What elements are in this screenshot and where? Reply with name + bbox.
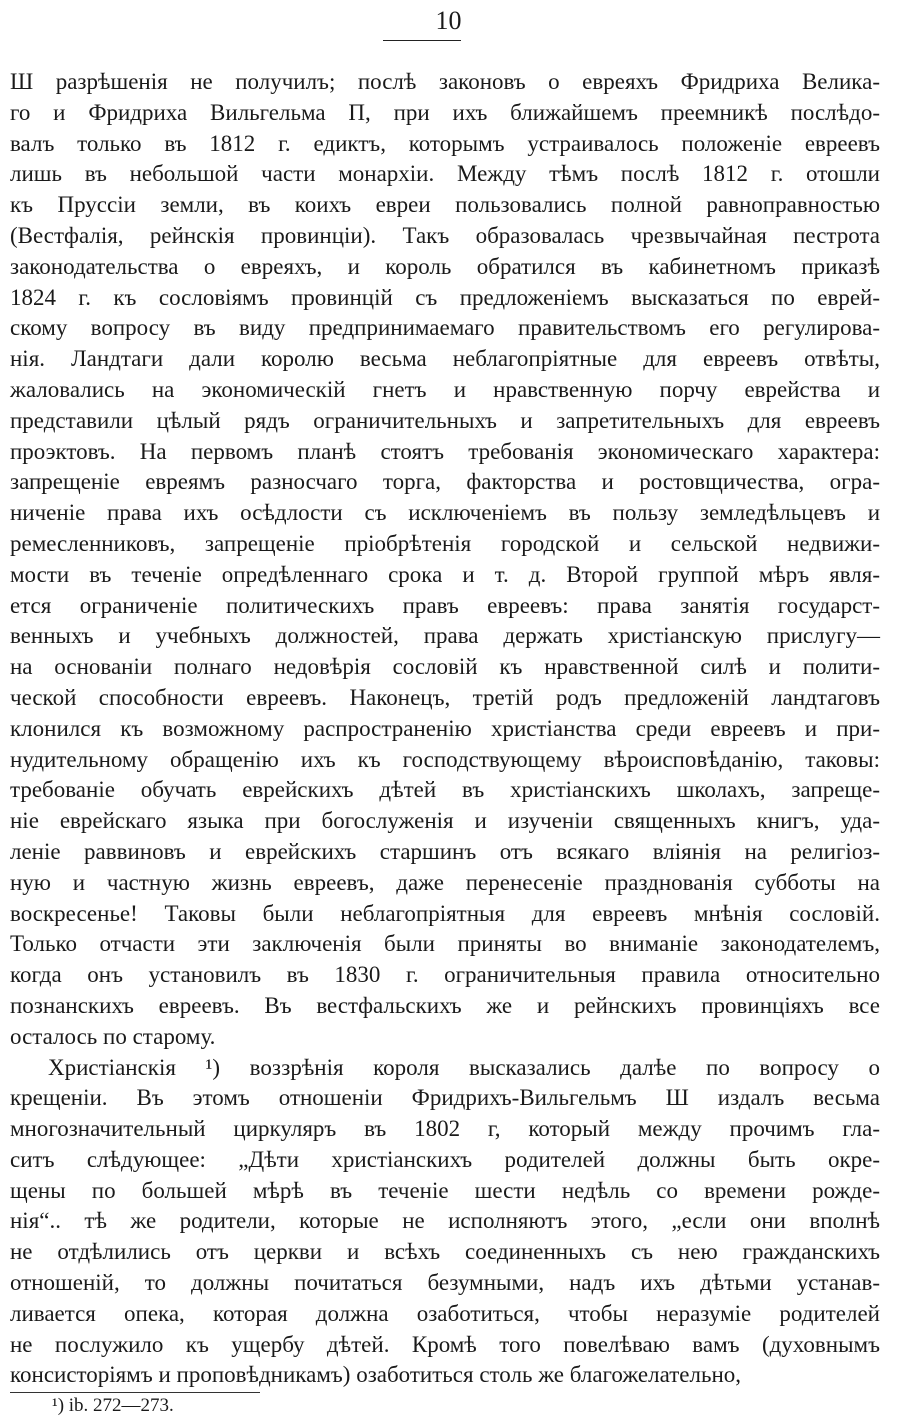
text-line: жаловались на экономическій гнетъ и нравственную порчу еврейства и [10, 376, 880, 402]
text-line: скому вопросу въ виду предпринимаемаго правительствомъ его регулирова- [10, 315, 880, 341]
text-line: отношеній, то должны почитаться безумными, надъ ихъ дѣтьми устанав- [10, 1270, 880, 1296]
page-number: 10 [435, 6, 462, 35]
text-line: валъ только въ 1812 г. едиктъ, которымъ устраивалось положеніе евреевъ [10, 130, 880, 156]
text-line: проэктовъ. На первомъ планѣ стоятъ требованія экономическаго характера: [10, 438, 880, 464]
text-line: осталось по старому. [10, 1023, 216, 1049]
text-line: ніе еврейскаго языка при богослуженія и изученіи священныхъ книгъ, уда- [10, 808, 880, 834]
text-line: нудительному обращенію ихъ къ господствующему вѣроисповѣданію, таковы: [10, 746, 880, 772]
text-line: ческой способности евреевъ. Наконецъ, третій родъ предложеній ландтаговъ [10, 684, 880, 710]
text-line: когда онъ установилъ въ 1830 г. ограничительныя правила относительно [10, 962, 880, 988]
text-line: требованіе обучать еврейскихъ дѣтей въ христіанскихъ школахъ, запреще- [10, 777, 880, 803]
text-line: на основаніи полнаго недовѣрія сословій къ нравственной силѣ и полити- [10, 654, 880, 680]
text-line: представили цѣлый рядъ ограничительныхъ и запретительныхъ для евреевъ [10, 407, 880, 433]
text-line: лишь въ небольшой части монархіи. Между тѣмъ послѣ 1812 г. отошли [10, 161, 880, 187]
text-line: венныхъ и учебныхъ должностей, права держать христіанскую прислугу— [10, 623, 880, 649]
text-line: щены по большей мѣрѣ въ теченіе шести недѣль со времени рожде- [10, 1177, 880, 1203]
paragraph [10, 67, 880, 1053]
text-line: ную и частную жизнь евреевъ, даже перенесеніе празднованія субботы на [10, 869, 880, 895]
text-line: консисторіямъ и проповѣдникамъ) озаботиться столь же благожелательно, [10, 1362, 742, 1388]
text-line: мости въ теченіе опредѣленнаго срока и т. д. Второй группой мѣръ явля- [10, 561, 880, 587]
paragraph [10, 1053, 880, 1392]
text-line: ремесленниковъ, запрещеніе пріобрѣтенія городской и сельской недвижи- [10, 530, 880, 556]
text-line: нія“.. тѣ же родители, которые не исполняютъ этого, „если они вполнѣ [10, 1208, 880, 1234]
footnote-divider [10, 1392, 260, 1393]
text-line: крещеніи. Въ этомъ отношеніи Фридрихъ-Вильгельмъ Ш издалъ весьма [10, 1085, 880, 1111]
text-line: 1824 г. къ сословіямъ провинцій съ предложеніемъ высказаться по еврей- [10, 284, 880, 310]
text-line: Ш разрѣшенія не получилъ; послѣ законовъ о евреяхъ Фридриха Велика- [10, 69, 880, 94]
text-line: нія. Ландтаги дали королю весьма неблагопріятные для евреевъ отвѣты, [10, 346, 880, 372]
body-text [10, 67, 880, 1391]
text-line: го и Фридриха Вильгельма П, при ихъ ближайшемъ преемникѣ послѣдо- [10, 99, 880, 125]
text-line: ситъ слѣдующее: „Дѣти христіанскихъ родителей должны быть окре- [10, 1146, 880, 1172]
text-line: познанскихъ евреевъ. Въ вестфальскихъ же и рейнскихъ провинціяхъ все [10, 992, 880, 1018]
text-line: къ Пруссіи земли, въ коихъ евреи пользовались полной равноправностью [10, 192, 880, 218]
text-line: не послужило къ ущербу дѣтей. Кромѣ того повелѣваю вамъ (духовнымъ [10, 1331, 880, 1357]
text-line: Христіанскія ¹) воззрѣнія короля высказались далѣе по вопросу о [48, 1054, 880, 1080]
text-line: воскресенье! Таковы были неблагопріятныя для евреевъ мнѣнія сословій. [10, 900, 880, 926]
text-line: клонился къ возможному распространенію христіанства среди евреевъ и при- [10, 715, 880, 741]
text-line: (Вестфалія, рейнскія провинціи). Такъ образовалась чрезвычайная пестрота [10, 222, 880, 248]
text-line: ется ограниченіе политическихъ правъ евреевъ: права занятія государст- [10, 592, 880, 618]
text-line: законодательства о евреяхъ, и король обратился въ кабинетномъ приказѣ [10, 253, 880, 279]
text-line: запрещеніе евреямъ разносчаго торга, факторства и ростовщичества, огра- [10, 469, 880, 495]
text-line: не отдѣлились отъ церкви и всѣхъ соединенныхъ съ нею гражданскихъ [10, 1239, 880, 1265]
text-line: многозначительный циркуляръ въ 1802 г, который между прочимъ гла- [10, 1116, 880, 1142]
text-line: ливается опека, которая должна озаботиться, чтобы неразуміе родителей [10, 1300, 880, 1326]
page-number-rule [383, 40, 461, 41]
text-line: леніе раввиновъ и еврейскихъ старшинъ отъ всякаго вліянія на религіоз- [10, 838, 880, 864]
text-line: ниченіе права ихъ осѣдлости съ исключеніемъ въ пользу земледѣльцевъ и [10, 500, 880, 526]
footnote: ¹) ib. 272—273. [52, 1395, 174, 1416]
text-line: Только отчасти эти заключенія были приняты во вниманіе законодателемъ, [10, 931, 880, 957]
